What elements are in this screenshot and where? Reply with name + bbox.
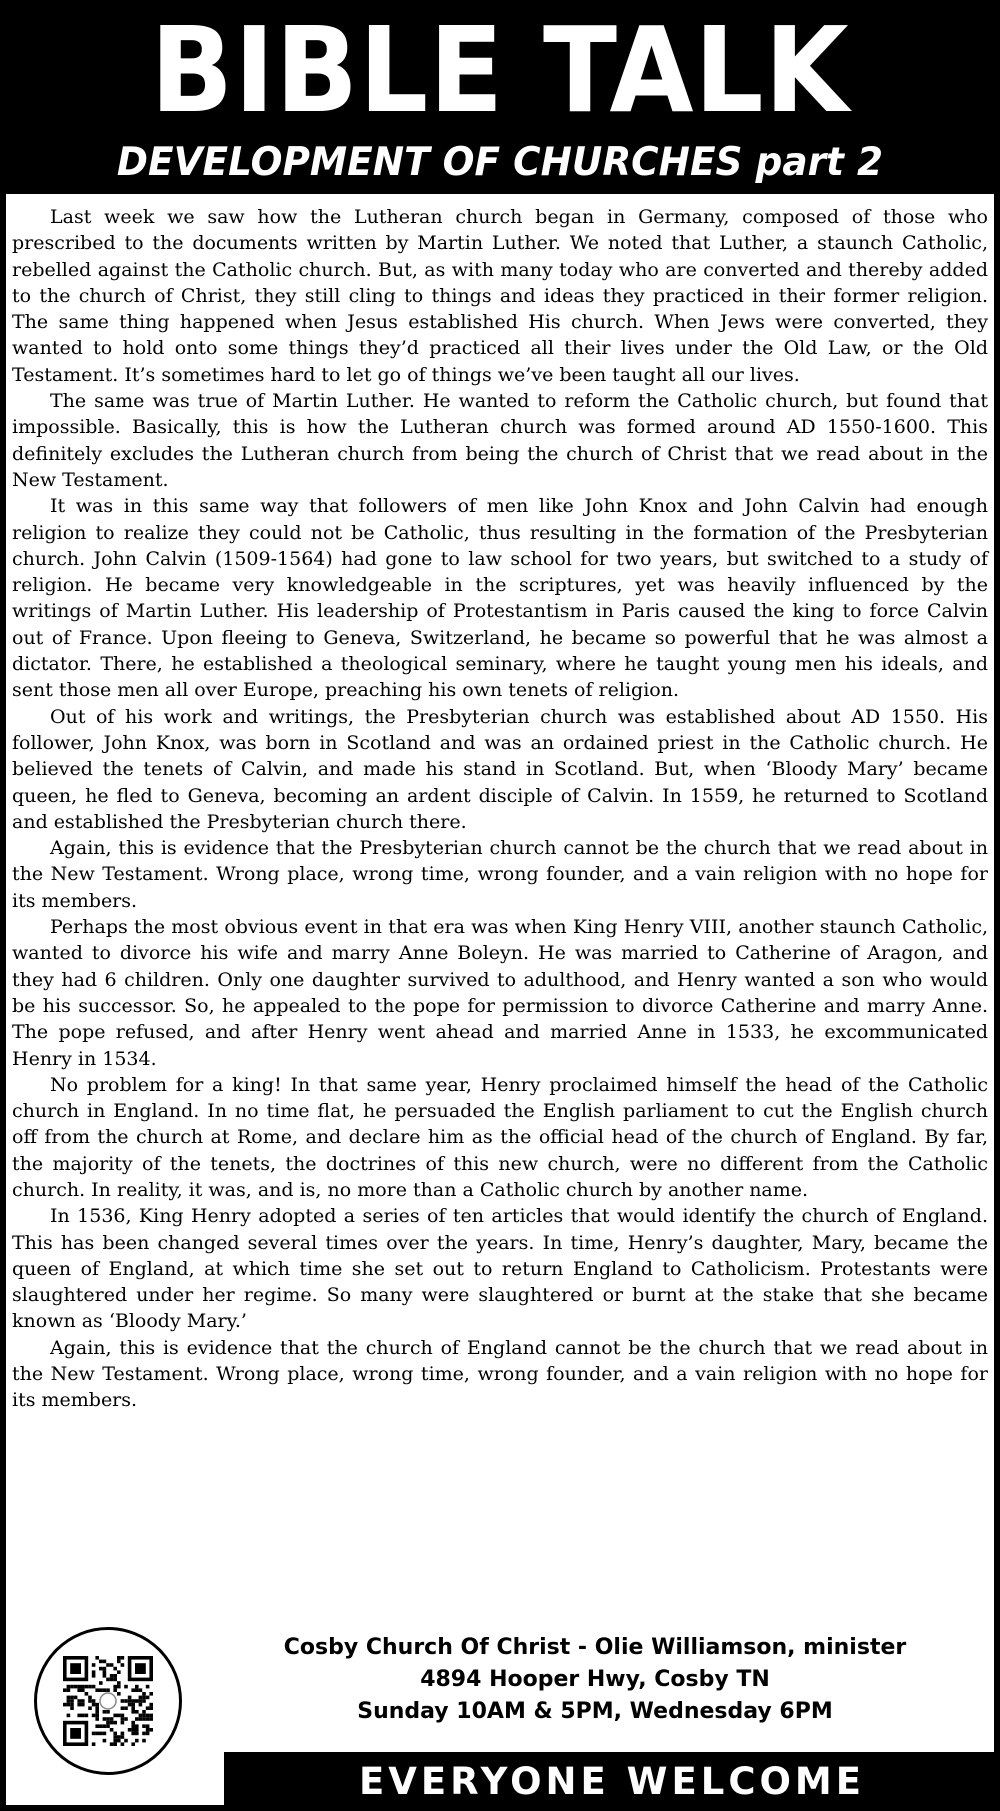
- paragraph: Again, this is evidence that the church of England cannot be the church that we read about in the New Testament. Wrong place, wrong time, wrong founder, and a vain religion with no hope for its members.: [12, 1336, 988, 1412]
- church-name: Cosby Church Of Christ - Olie Williamson, minister: [283, 1635, 907, 1660]
- paragraph: Perhaps the most obvious event in that era was when King Henry VIII, another staunch Catholic, wanted to divorce his wife and marry Anne Boleyn. He was married to Catherine of Aragon, and they had 6 children. Only one daughter survived to adulthood, and Henry wanted a son who would be his successor. So, he appealed to the pope for permission to divorce Catherine and marry Anne. The pope refused, and after Henry went ahead and married Anne in 1533, he excommunicated Henry in 1534.: [12, 916, 988, 1070]
- header-banner: [0, 0, 1000, 194]
- welcome-banner: EVERYONE WELCOME: [224, 1752, 1000, 1811]
- qr-code-icon[interactable]: [34, 1627, 182, 1775]
- paragraph: It was in this same way that followers of men like John Knox and John Calvin had enough religion to realize they could not be Catholic, thus resulting in the formation of the Presbyterian church. John Calvin (1509-1564) had gone to law school for two years, but switched to a study of religion. He became very knowledgeable in the scriptures, yet was heavily influenced by the writings of Martin Luther. His leadership of Protestantism in Paris caused the king to force Calvin out of France. Upon fleeing to Geneva, Switzerland, he became so powerful that he was almost a dictator. There, he established a theological seminary, where he taught young men his ideals, and sent those men all over Europe, preaching his own tenets of religion.: [12, 495, 988, 702]
- page-subtitle: DEVELOPMENT OF CHURCHES part 2: [116, 140, 884, 185]
- paragraph: Last week we saw how the Lutheran church began in Germany, composed of those who prescribed to the documents written by Martin Luther. We noted that Luther, a staunch Catholic, rebelled against the Catholic church. But, as with many today who are converted and thereby added to the church of Christ, they still cling to things and ideas they practiced in their former religion. The same thing happened when Jesus established His church. When Jews were converted, they wanted to hold onto some things they’d practiced all their lives under the Old Law, or the Old Testament. It’s sometimes hard to let go of things we’ve been taught all our lives.: [12, 206, 988, 386]
- church-address: 4894 Hooper Hwy, Cosby TN: [420, 1667, 770, 1692]
- contact-info: [250, 1632, 940, 1728]
- qr-code-graphic: [37, 1630, 179, 1772]
- paragraph: No problem for a king! In that same year, Henry proclaimed himself the head of the Catholic church in England. In no time flat, he persuaded the English parliament to cut the English church off from the church at Rome, and declare him as the official head of the church of England. By far, the majority of the tenets, the doctrines of this new church, were no different from the Catholic church. In reality, it was, and is, no more than a Catholic church by another name.: [12, 1073, 988, 1201]
- paragraph: Out of his work and writings, the Presbyterian church was established about AD 1550. His follower, John Knox, was born in Scotland and was an ordained priest in the Catholic church. He believed the tenets of Calvin, and made his stand in Scotland. But, when ‘Bloody Mary’ became queen, he fled to Geneva, becoming an ardent disciple of Calvin. In 1559, he returned to Scotland and established the Presbyterian church there.: [12, 705, 988, 833]
- paragraph: The same was true of Martin Luther. He wanted to reform the Catholic church, but found that impossible. Basically, this is how the Lutheran church was formed around AD 1550-1600. This definitely excludes the Lutheran church from being the church of Christ that we read about in the New Testament.: [12, 390, 988, 491]
- paragraph: In 1536, King Henry adopted a series of ten articles that would identify the church of England. This has been changed several times over the years. In time, Henry’s daughter, Mary, became the queen of England, at which time she set out to return England to Catholicism. Protestants were slaughtered under her regime. So many were slaughtered or burnt at the stake that she became known as ‘Bloody Mary.’: [12, 1205, 988, 1333]
- page-title: BIBLE TALK: [150, 1, 850, 139]
- article-body: [12, 204, 988, 1414]
- paragraph: Again, this is evidence that the Presbyterian church cannot be the church that we read about in the New Testament. Wrong place, wrong time, wrong founder, and a vain religion with no hope for its members.: [12, 837, 988, 912]
- service-times: Sunday 10AM & 5PM, Wednesday 6PM: [357, 1699, 833, 1724]
